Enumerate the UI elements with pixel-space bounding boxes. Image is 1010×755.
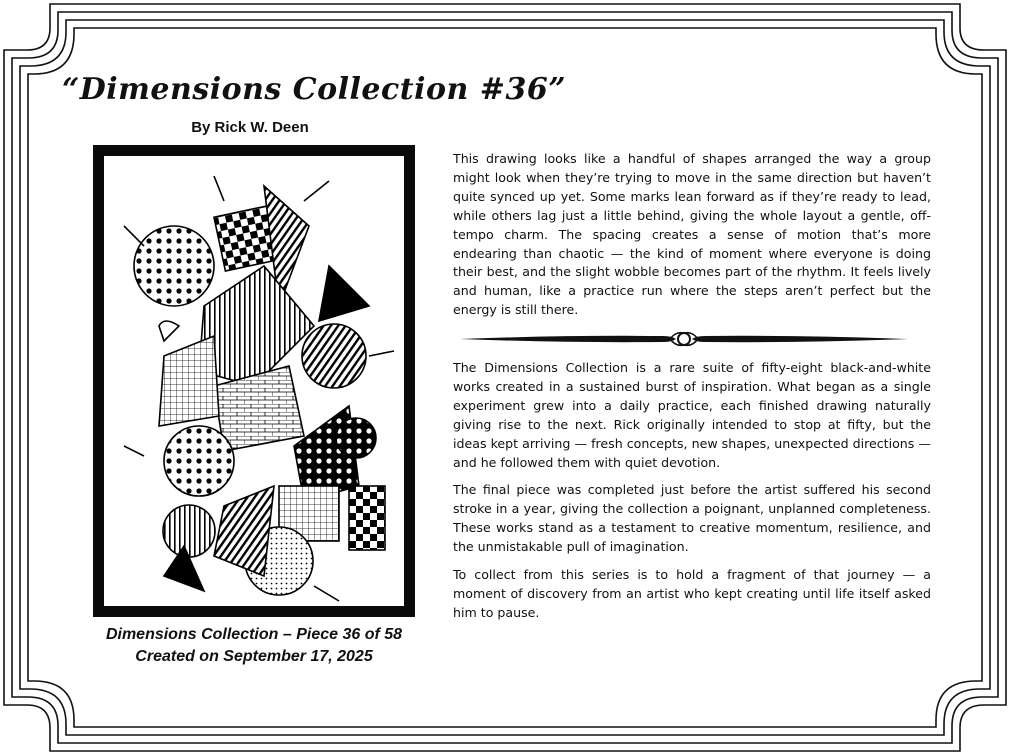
collect-paragraph: To collect from this series is to hold a fragment of that journey — a moment of discovery from an artist who kept creating until life itself asked him to pause. (453, 567, 931, 620)
artwork-caption (80, 624, 428, 668)
artwork-image (104, 156, 404, 606)
ornamental-divider (458, 328, 910, 350)
artist-byline: By Rick W. Deen (191, 119, 309, 136)
description-paragraph: This drawing looks like a handful of shapes arranged the way a group might look when they’re trying to move in the same direction but haven’t quite synced up yet. Some marks lean forward as if they’re ready to lead, while others lag just a little behind, giving the whole layout a gentle, off-tempo charm. The spacing creates a sense of motion that’s more endearing than chaotic — the kind of moment where everyone is doing their best, and the slight wobble becomes part of the rhythm. It feels lively and human, like a practice run where the steps aren’t perfect but the energy is still there. (453, 151, 931, 318)
caption-date-line: Created on September 17, 2025 (135, 648, 373, 665)
page-title: “Dimensions Collection #36” (62, 72, 566, 107)
caption-piece-line: Dimensions Collection – Piece 36 of 58 (105, 626, 403, 643)
final-piece-paragraph: The final piece was completed just before the artist suffered his second stroke in a year, giving the collection a poignant, unplanned completeness. These works stand as a testament to creative momentum, resilience, and the unmistakable pull of imagination. (453, 482, 931, 554)
abstract-drawing (104, 156, 404, 606)
artwork-frame (93, 145, 415, 617)
collection-paragraph: The Dimensions Collection is a rare suite of fifty-eight black-and-white works created in a sustained burst of inspiration. What began as a single experiment grew into a daily practice, each finished drawing naturally giving rise to the next. Rick originally intended to stop at fifty, but the ideas kept arriving — fresh concepts, new shapes, unexpected directions — and he followed them with quiet devotion. (453, 360, 931, 470)
